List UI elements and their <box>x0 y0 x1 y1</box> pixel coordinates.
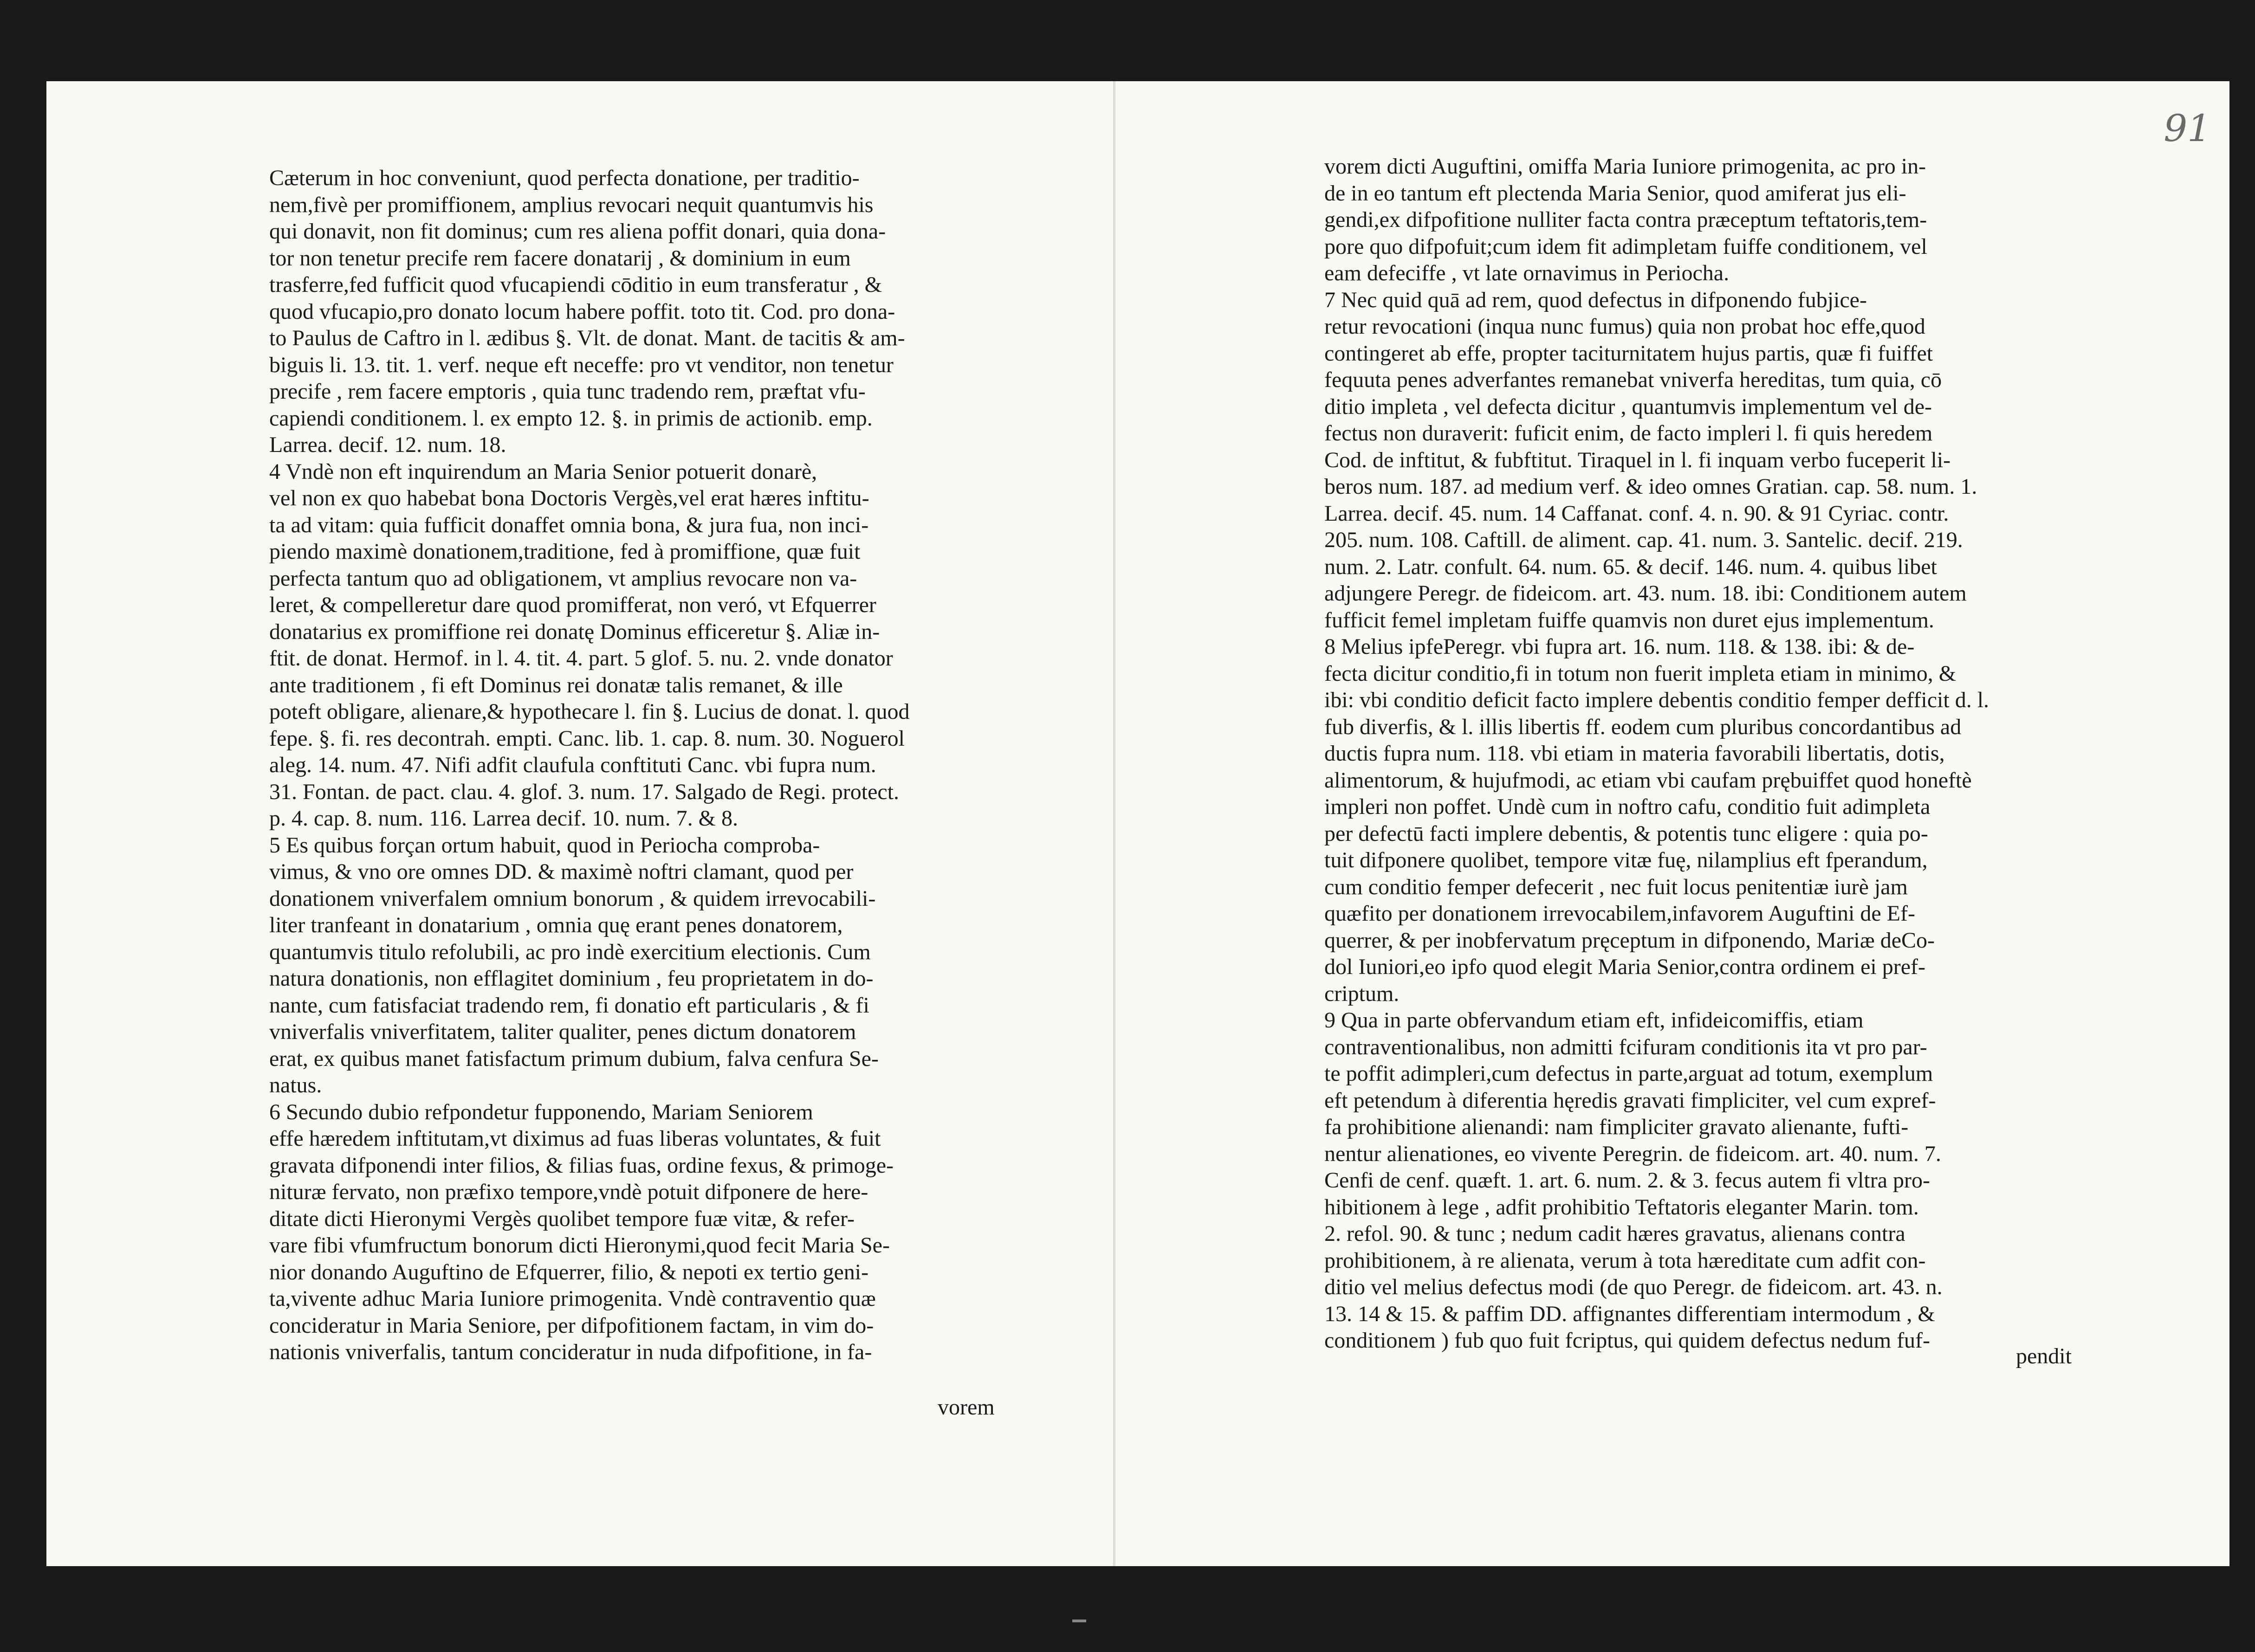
text-line: fectus non duraverit: fuficit enim, de facto impleri l. fi quis heredem <box>1324 421 1933 445</box>
text-line: fa prohibitione alienandi: nam fimpliciter gravato alienante, fufti- <box>1324 1115 1909 1139</box>
text-line: leret, & compelleretur dare quod promifferat, non veró, vt Efquerrer <box>269 593 876 617</box>
text-line: ftit. de donat. Hermof. in l. 4. tit. 4. part. 5 glof. 5. nu. 2. vnde donator <box>269 646 893 671</box>
text-line: donatarius ex promiffione rei donatę Dominus efficeretur §. Aliæ in- <box>269 619 880 644</box>
text-line: alimentorum, & hujufmodi, ac etiam vbi caufam prębuiffet quod honeftè <box>1324 768 1972 793</box>
folio-number: 91 <box>2164 107 2211 150</box>
text-line: per defectū facti implere debentis, & potentis tunc eligere : quia po- <box>1324 821 1928 846</box>
text-line: tuit difponere quolibet, tempore vitæ fuę, nilamplius eft fperandum, <box>1324 848 1928 872</box>
text-line: cum conditio femper defecerit , nec fuit locus penitentiæ iurè jam <box>1324 874 1908 899</box>
text-line: 8 Melius ipfePeregr. vbi fupra art. 16. num. 118. & 138. ibi: & de- <box>1324 634 1915 659</box>
right-page-text-column <box>1324 153 2067 1354</box>
text-line: Cæterum in hoc conveniunt, quod perfecta donatione, per traditio- <box>269 166 860 190</box>
text-line: p. 4. cap. 8. num. 116. Larrea decif. 10. num. 7. & 8. <box>269 806 738 831</box>
text-line: concideratur in Maria Seniore, per difpofitionem factam, in vim do- <box>269 1313 874 1338</box>
left-page-text-column <box>269 165 998 1366</box>
text-line: erat, ex quibus manet fatisfactum primum dubium, falva cenfura Se- <box>269 1046 879 1071</box>
text-line: 6 Secundo dubio refpondetur fupponendo, Mariam Seniorem <box>269 1099 813 1124</box>
text-line: poteft obligare, alienare,& hypothecare l. fin §. Lucius de donat. l. quod <box>269 699 910 724</box>
text-line: 9 Qua in parte obfervandum etiam eft, infideicomiffis, etiam <box>1324 1008 1864 1032</box>
text-line: donationem vniverfalem omnium bonorum , & quidem irrevocabili- <box>269 886 876 911</box>
text-line: quod vfucapio,pro donato locum habere poffit. toto tit. Cod. pro dona- <box>269 299 895 324</box>
text-line: quæfito per donationem irrevocabilem,infavorem Auguftini de Ef- <box>1324 901 1915 926</box>
text-line: criptum. <box>1324 981 1400 1006</box>
text-line: vniverfalis vniverfitatem, taliter qualiter, penes dictum donatorem <box>269 1020 856 1044</box>
text-line: effe hæredem inftitutam,vt diximus ad fuas liberas voluntates, & fuit <box>269 1126 881 1151</box>
text-line: biguis li. 13. tit. 1. verf. neque eft neceffe: pro vt venditor, non tenetur <box>269 352 894 377</box>
text-line: pore quo difpofuit;cum idem fit adimpletam fuiffe conditionem, vel <box>1324 234 1927 259</box>
text-line: fepe. §. fi. res decontrah. empti. Canc. lib. 1. cap. 8. num. 30. Noguerol <box>269 726 905 751</box>
text-line: fequuta penes adverfantes remanebat vniverfa hereditas, tum quia, cō <box>1324 368 1942 392</box>
text-line: querrer, & per inobfervatum pręceptum in difponendo, Mariæ deCo- <box>1324 928 1935 953</box>
text-line: 5 Es quibus forçan ortum habuit, quod in Periocha comproba- <box>269 832 820 858</box>
text-line: vel non ex quo habebat bona Doctoris Vergès,vel erat hæres inftitu- <box>269 486 869 510</box>
text-line: gendi,ex difpofitione nulliter facta contra præceptum teftatoris,tem- <box>1324 207 1927 232</box>
text-line: nentur alienationes, eo vivente Peregrin. de fideicom. art. 40. num. 7. <box>1324 1141 1941 1166</box>
text-line: conditionem ) fub quo fuit fcriptus, qui quidem defectus nedum fuf- <box>1324 1328 1931 1353</box>
text-line: ibi: vbi conditio deficit facto implere debentis conditio femper defficit d. l. <box>1324 688 1989 712</box>
text-line: ante traditionem , fi eft Dominus rei donatæ talis remanet, & ille <box>269 672 843 697</box>
text-line: 13. 14 & 15. & paffim DD. affignantes differentiam intermodum , & <box>1324 1301 1935 1326</box>
right-page <box>1114 81 2229 1566</box>
text-line: adjungere Peregr. de fideicom. art. 43. num. 18. ibi: Conditionem autem <box>1324 581 1967 606</box>
scan-mark <box>1072 1620 1086 1622</box>
text-line: fufficit femel impletam fuiffe quamvis non duret ejus implementum. <box>1324 607 1934 632</box>
text-line: eam defeciffe , vt late ornavimus in Periocha. <box>1324 261 1730 285</box>
text-line: dol Iuniori,eo ipfo quod elegit Maria Senior,contra ordinem ei pref- <box>1324 955 1926 979</box>
text-line: Larrea. decif. 45. num. 14 Caffanat. conf. 4. n. 90. & 91 Cyriac. contr. <box>1324 501 1949 526</box>
text-line: vare fibi vfumfructum bonorum dicti Hieronymi,quod fecit Maria Se- <box>269 1233 890 1258</box>
text-line: quantumvis titulo refolubili, ac pro indè exercitium electionis. Cum <box>269 939 871 964</box>
text-line: ta ad vitam: quia fufficit donaffet omnia bona, & jura fua, non inci- <box>269 512 869 537</box>
text-line: ta,vivente adhuc Maria Iuniore primogenita. Vndè contraventio quæ <box>269 1286 876 1311</box>
text-line: liter tranfeant in donatarium , omnia quę erant penes donatorem, <box>269 913 843 937</box>
text-line: ductis fupra num. 118. vbi etiam in materia favorabili libertatis, dotis, <box>1324 741 1945 766</box>
right-page-catchword: pendit <box>2016 1344 2072 1368</box>
text-line: num. 2. Latr. confult. 64. num. 65. & decif. 146. num. 4. quibus libet <box>1324 554 1937 579</box>
left-page-catchword: vorem <box>938 1395 995 1420</box>
text-line: 2. refol. 90. & tunc ; nedum cadit hæres gravatus, alienans contra <box>1324 1221 1905 1246</box>
text-line: impleri non poffet. Undè cum in noftro cafu, conditio fuit adimpleta <box>1324 794 1931 819</box>
text-line: 7 Nec quid quā ad rem, quod defectus in difponendo fubjice- <box>1324 287 1867 312</box>
text-line: tor non tenetur precife rem facere donatarij , & dominium in eum <box>269 245 851 271</box>
text-line: eft petendum à diferentia hęredis gravati fimpliciter, vel cum expref- <box>1324 1088 1936 1113</box>
text-line: nituræ fervato, non præfixo tempore,vndè potuit difponere de here- <box>269 1180 868 1204</box>
text-line: beros num. 187. ad medium verf. & ideo omnes Gratian. cap. 58. num. 1. <box>1324 474 1977 499</box>
text-line: 205. num. 108. Caftill. de aliment. cap. 41. num. 3. Santelic. decif. 219. <box>1324 528 1963 552</box>
left-page <box>46 81 1114 1566</box>
text-line: piendo maximè donationem,traditione, fed à promiffione, quæ fuit <box>269 539 861 564</box>
text-line: qui donavit, non fit dominus; cum res aliena poffit donari, quia dona- <box>269 219 886 244</box>
text-line: perfecta tantum quo ad obligationem, vt amplius revocare non va- <box>269 566 857 591</box>
text-line: nante, cum fatisfaciat tradendo rem, fi donatio eft particularis , & fi <box>269 993 869 1018</box>
text-line: ditio impleta , vel defecta dicitur , quantumvis implementum vel de- <box>1324 394 1932 419</box>
text-line: fub diverfis, & l. illis libertis ff. eodem cum pluribus concordantibus ad <box>1324 714 1962 739</box>
text-line: natura donationis, non efflagitet dominium , feu proprietatem in do- <box>269 966 874 991</box>
text-line: ditate dicti Hieronymi Vergès quolibet tempore fuæ vitæ, & refer- <box>269 1206 855 1231</box>
text-line: trasferre,fed fufficit quod vfucapiendi cōditio in eum transferatur , & <box>269 272 882 297</box>
text-line: fecta dicitur conditio,fi in totum non fuerit impleta etiam in minimo, & <box>1324 661 1957 686</box>
text-line: to Paulus de Caftro in l. ædibus §. Vlt. de donat. Mant. de tacitis & am- <box>269 326 905 350</box>
text-line: te poffit adimpleri,cum defectus in parte,arguat ad totum, exemplum <box>1324 1061 1933 1086</box>
text-line: contraventionalibus, non admitti fcifuram conditionis ita vt pro par- <box>1324 1034 1927 1059</box>
text-line: nationis vniverfalis, tantum concideratur in nuda difpofitione, in fa- <box>269 1340 872 1364</box>
text-line: aleg. 14. num. 47. Nifi adfit claufula conftituti Canc. vbi fupra num. <box>269 753 876 777</box>
text-line: prohibitionem, à re alienata, verum à tota hæreditate cum adfit con- <box>1324 1248 1926 1273</box>
text-line: retur revocationi (inqua nunc fumus) quia non probat hoc effe,quod <box>1324 314 1925 339</box>
text-line: Larrea. decif. 12. num. 18. <box>269 432 506 457</box>
text-line: gravata difponendi inter filios, & filias fuas, ordine fexus, & primoge- <box>269 1153 894 1178</box>
text-line: precife , rem facere emptoris , quia tunc tradendo rem, præftat vfu- <box>269 379 866 404</box>
text-line: 4 Vndè non eft inquirendum an Maria Senior potuerit donarè, <box>269 459 817 484</box>
text-line: natus. <box>269 1073 322 1097</box>
text-line: capiendi conditionem. l. ex empto 12. §. in primis de actionib. emp. <box>269 406 873 431</box>
text-line: Cenfi de cenf. quæft. 1. art. 6. num. 2. & 3. fecus autem fi vltra pro- <box>1324 1168 1930 1193</box>
text-line: contingeret ab effe, propter taciturnitatem hujus partis, quæ fi fuiffet <box>1324 341 1933 366</box>
text-line: de in eo tantum eft plectenda Maria Senior, quod amiferat jus eli- <box>1324 181 1906 206</box>
text-line: 31. Fontan. de pact. clau. 4. glof. 3. num. 17. Salgado de Regi. protect. <box>269 779 900 804</box>
text-line: Cod. de inftitut, & fubftitut. Tiraquel in l. fi inquam verbo fuceperit li- <box>1324 447 1951 472</box>
text-line: hibitionem à lege , adfit prohibitio Teftatoris eleganter Marin. tom. <box>1324 1194 1919 1220</box>
text-line: nem,fivè per promiffionem, amplius revocari nequit quantumvis his <box>269 192 874 217</box>
text-line: ditio vel melius defectus modi (de quo Peregr. de fideicom. art. 43. n. <box>1324 1275 1943 1299</box>
text-line: vorem dicti Auguftini, omiffa Maria Iuniore primogenita, ac pro in- <box>1324 154 1926 179</box>
text-line: vimus, & vno ore omnes DD. & maximè noftri clamant, quod per <box>269 859 854 884</box>
text-line: nior donando Auguftino de Efquerrer, filio, & nepoti ex tertio geni- <box>269 1259 869 1284</box>
